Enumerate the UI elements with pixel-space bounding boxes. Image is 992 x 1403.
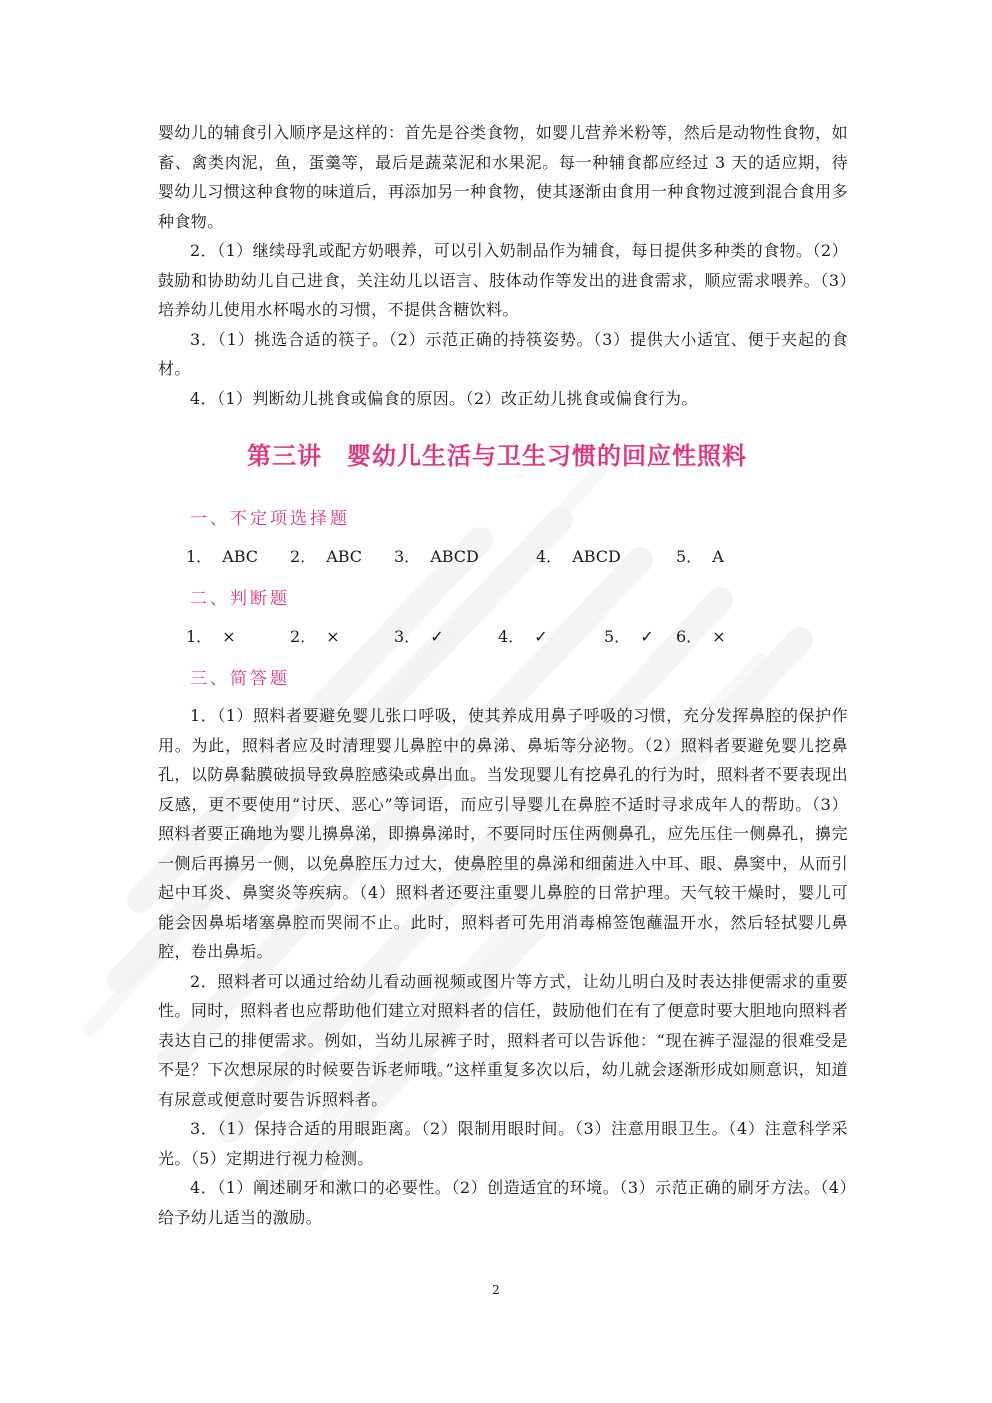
- section-heading-true-false: 二、判断题: [190, 589, 290, 609]
- mc-answer-3: 3． ABCD: [394, 547, 479, 566]
- section-heading-multiple-choice: 一、不定项选择题: [190, 509, 350, 529]
- intro-paragraph-1: 婴幼儿的辅食引入顺序是这样的：首先是谷类食物，如婴儿营养米粉等，然后是动物性食物，如畜、禽类肉泥，鱼，蛋羹等，最后是蔬菜泥和水果泥。每一种辅食都应经过 3 天的适应期，待婴幼儿习惯这种食物的味道后，再添加另一种食物，使其逐渐由食用一种食物过渡到混合食用多种食物。: [158, 123, 848, 231]
- mc-answer-4: 4． ABCD: [536, 547, 621, 566]
- mc-answer-2: 2． ABC: [290, 547, 363, 566]
- short-answer-2: 2．照料者可以通过给幼儿看动画视频或图片等方式，让幼儿明白及时表达排便需求的重要性。同时，照料者也应帮助他们建立对照料者的信任，鼓励他们在有了便意时要大胆地向照料者表达自己的排便需求。例如，当幼儿尿裤子时，照料者可以告诉他：“现在裤子湿湿的很难受是不是？下次想尿尿的时候要告诉老师哦。”这样重复多次以后，幼儿就会逐渐形成如厕意识，知道有尿意或便意时要告诉照料者。: [158, 971, 848, 1109]
- intro-paragraph-3: 3．（1）挑选合适的筷子。（2）示范正确的持筷姿势。（3）提供大小适宜、便于夹起的食材。: [158, 329, 848, 378]
- page-number: 2: [492, 1283, 500, 1297]
- tf-answer-4: 4． ✓: [498, 627, 548, 646]
- intro-paragraph-4: 4．（1）判断幼儿挑食或偏食的原因。（2）改正幼儿挑食或偏食行为。: [190, 388, 698, 408]
- tf-answer-3: 3． ✓: [394, 627, 444, 646]
- true-false-answers: [186, 624, 846, 648]
- mc-answer-5: 5． A: [676, 547, 724, 566]
- tf-answer-1: 1． ×: [186, 627, 236, 646]
- intro-paragraph-2: 2．（1）继续母乳或配方奶喂养，可以引入奶制品作为辅食，每日提供多种类的食物。（2）鼓励和协助幼儿自己进食，关注幼儿以语言、肢体动作等发出的进食需求，顺应需求喂养。（3）培养幼儿使用水杯喝水的习惯，不提供含糖饮料。: [158, 241, 848, 319]
- short-answer-4: 4．（1）阐述刷牙和漱口的必要性。（2）创造适宜的环境。（3）示范正确的刷牙方法。（4）给予幼儿适当的激励。: [158, 1178, 848, 1227]
- tf-answer-2: 2． ×: [290, 627, 340, 646]
- tf-answer-6: 6． ×: [676, 627, 726, 646]
- short-answer-1: 1．（1）照料者要避免婴儿张口呼吸，使其养成用鼻子呼吸的习惯，充分发挥鼻腔的保护作用。为此，照料者应及时清理婴儿鼻腔中的鼻涕、鼻垢等分泌物。（2）照料者要避免婴儿挖鼻孔，以防鼻黏膜破损导致鼻腔感染或鼻出血。当发现婴儿有挖鼻孔的行为时，照料者不要表现出反感，更不要使用“讨厌、恶心”等词语，而应引导婴儿在鼻腔不适时寻求成年人的帮助。（3）照料者要正确地为婴儿擤鼻涕，即擤鼻涕时，不要同时压住两侧鼻孔，应先压住一侧鼻孔，擤完一侧后再擤另一侧，以免鼻腔压力过大，使鼻腔里的鼻涕和细菌进入中耳、眼、鼻窦中，从而引起中耳炎、鼻窦炎等疾病。（4）照料者还要注重婴儿鼻腔的日常护理。天气较干燥时，婴儿可能会因鼻垢堵塞鼻腔而哭闹不止。此时，照料者可先用消毒棉签饱蘸温开水，然后轻拭婴儿鼻腔，卷出鼻垢。: [158, 706, 848, 961]
- tf-answer-5: 5． ✓: [604, 627, 654, 646]
- short-answer-block: [158, 701, 848, 1232]
- multiple-choice-answers: [186, 544, 846, 568]
- short-answer-3: 3．（1）保持合适的用眼距离。（2）限制用眼时间。（3）注意用眼卫生。（4）注意科学采光。（5）定期进行视力检测。: [158, 1119, 848, 1168]
- content-area: [158, 118, 848, 1227]
- section-heading-short-answer: 三、简答题: [190, 669, 290, 689]
- mc-answer-1: 1． ABC: [186, 547, 259, 566]
- lecture-title: 第三讲 婴幼儿生活与卫生习惯的回应性照料: [247, 442, 747, 470]
